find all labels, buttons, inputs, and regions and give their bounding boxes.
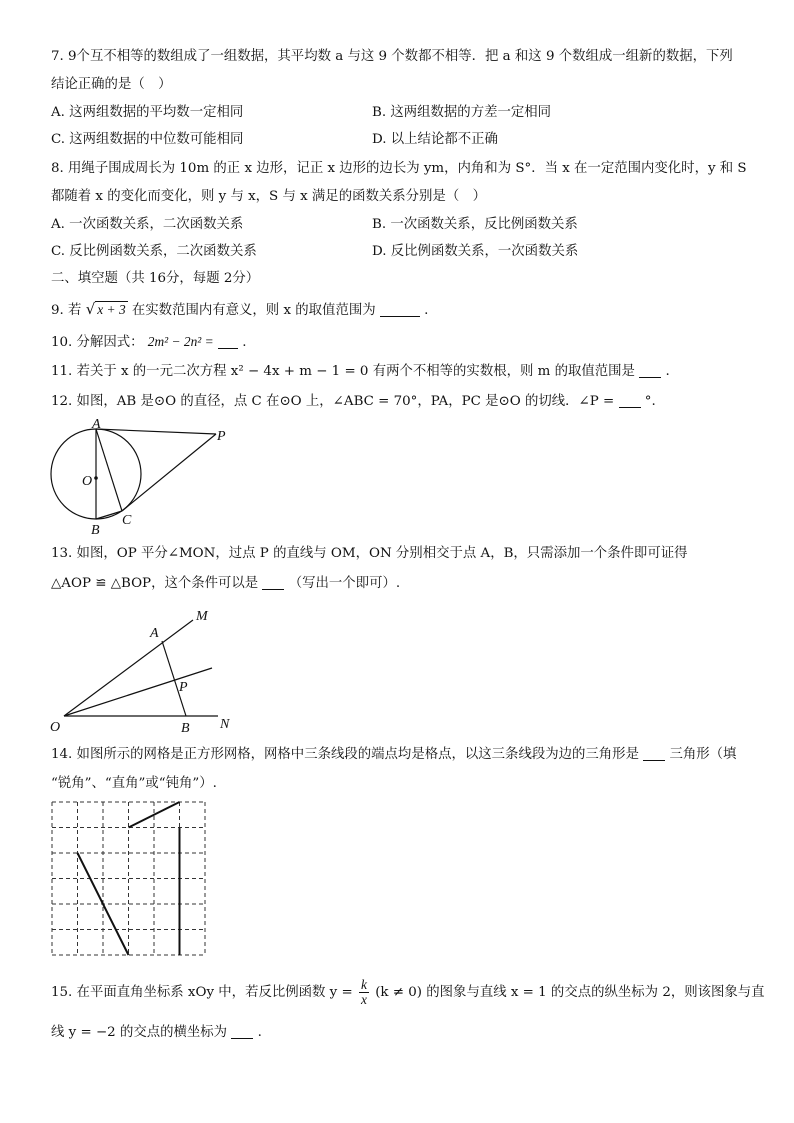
q10-expression: 2m² − 2n² = bbox=[147, 334, 214, 349]
q14-text: 14. 如图所示的网格是正方形网格，网格中三条线段的端点均是格点，以这三条线段为边的三角形是 bbox=[51, 747, 639, 762]
ray-op bbox=[64, 668, 212, 716]
q14-answer-blank[interactable] bbox=[643, 746, 665, 761]
label-o: O bbox=[82, 474, 93, 489]
q7-stem-line2: 结论正确的是（ ） bbox=[51, 77, 172, 92]
q15-answer-blank[interactable] bbox=[231, 1024, 253, 1039]
q8-option-b[interactable]: B. 一次函数关系，反比例函数关系 bbox=[372, 217, 578, 232]
q15-text-2: 线 y = −2 的交点的横坐标为 bbox=[51, 1025, 228, 1040]
tangent-pc bbox=[122, 434, 216, 511]
q9-text: 在实数范围内有意义，则 x 的取值范围为 bbox=[131, 303, 376, 318]
section-heading: 二、填空题（共 16分，每题 2分） bbox=[51, 271, 260, 286]
q7-stem-line1: 7. 9个互不相等的数组成了一组数据，其平均数 a 与这 9 个数都不相等．把 a 和这 9 个数组成一组新的数据，下列 bbox=[51, 49, 733, 64]
q9-prefix: 9. 若 bbox=[51, 303, 82, 318]
q8-stem-line2: 都随着 x 的变化而变化，则 y 与 x，S 与 x 满足的函数关系分别是（ ） bbox=[51, 189, 486, 204]
q14-grid-figure bbox=[50, 800, 210, 958]
q8-option-a[interactable]: A. 一次函数关系，二次函数关系 bbox=[51, 217, 244, 232]
q7-option-c[interactable]: C. 这两组数据的中位数可能相同 bbox=[51, 132, 244, 147]
label-o: O bbox=[50, 720, 61, 735]
label-p: P bbox=[179, 680, 188, 695]
q11 bbox=[51, 363, 670, 381]
q13-stem-line2 bbox=[51, 575, 400, 593]
q15-text: 15. 在平面直角坐标系 xOy 中，若反比例函数 y = bbox=[51, 985, 353, 1000]
q9-answer-blank[interactable] bbox=[380, 302, 420, 317]
q13-stem-line1: 13. 如图，OP 平分∠MON，过点 P 的直线与 OM，ON 分别相交于点 A，B，只需添加一个条件即可证得 bbox=[51, 546, 688, 561]
label-b: B bbox=[181, 721, 190, 736]
q12-answer-blank[interactable] bbox=[619, 393, 641, 408]
chord-bc bbox=[96, 511, 122, 519]
q9-radicand: x + 3 bbox=[97, 302, 126, 317]
label-n: N bbox=[220, 717, 230, 732]
q12 bbox=[51, 393, 656, 411]
label-a: A bbox=[150, 626, 159, 641]
q14-stem-line1 bbox=[51, 746, 736, 764]
q12-text: 12. 如图，AB 是⊙O 的直径，点 C 在⊙O 上，∠ABC = 70°，PA，PC 是⊙O 的切线．∠P = bbox=[51, 394, 615, 409]
q15-stem-line1 bbox=[51, 978, 765, 1008]
q13-answer-blank[interactable] bbox=[262, 575, 284, 590]
q10-answer-blank[interactable] bbox=[218, 334, 238, 349]
q15-end: . bbox=[257, 1025, 262, 1040]
q8-option-c[interactable]: C. 反比例函数关系，二次函数关系 bbox=[51, 244, 257, 259]
q9: 9. 若 √ x + 3 在实数范围内有意义，则 x 的取值范围为 . bbox=[51, 300, 429, 318]
q10-end: . bbox=[242, 335, 247, 350]
q15-text-mid: (k ≠ 0) 的图象与直线 x = 1 的交点的纵坐标为 2，则该图象与直 bbox=[375, 985, 765, 1000]
label-m: M bbox=[196, 609, 208, 624]
grid-lines bbox=[52, 802, 206, 955]
fraction-numerator: k bbox=[360, 977, 367, 992]
q14-stem-line2: “锐角”、“直角”或“钝角”）. bbox=[51, 776, 217, 791]
q7-option-a[interactable]: A. 这两组数据的平均数一定相同 bbox=[51, 105, 244, 120]
fraction-denominator: x bbox=[360, 992, 367, 1007]
q11-answer-blank[interactable] bbox=[639, 363, 661, 378]
center-point bbox=[94, 476, 98, 480]
q7-option-d[interactable]: D. 以上结论都不正确 bbox=[372, 132, 498, 147]
segment-ab bbox=[162, 641, 186, 716]
q8-stem-line1: 8. 用绳子围成周长为 10m 的正 x 边形，记正 x 边形的边长为 ym，内角和为 S°．当 x 在一定范围内变化时，y 和 S bbox=[51, 161, 747, 176]
label-c: C bbox=[122, 513, 132, 528]
q12-circle-figure bbox=[48, 418, 238, 538]
q11-text: 11. 若关于 x 的一元二次方程 x² − 4x + m − 1 = 0 有两个不相等的实数根，则 m 的取值范围是 bbox=[51, 364, 635, 379]
q10 bbox=[51, 333, 246, 352]
q7-option-b[interactable]: B. 这两组数据的方差一定相同 bbox=[372, 105, 552, 120]
label-p: P bbox=[217, 429, 226, 444]
q15-fraction bbox=[359, 978, 369, 1007]
q12-end: °. bbox=[644, 394, 656, 409]
label-a: A bbox=[92, 418, 101, 432]
label-b: B bbox=[91, 523, 100, 538]
q9-end: . bbox=[424, 303, 429, 318]
ray-om bbox=[64, 620, 193, 716]
q13-angle-figure bbox=[48, 604, 248, 736]
q14-text-end: 三角形（填 bbox=[669, 747, 737, 762]
q11-end: . bbox=[665, 364, 670, 379]
q13-text-end: （写出一个即可）. bbox=[288, 576, 401, 591]
chord-ac bbox=[96, 429, 122, 511]
q15-stem-line2 bbox=[51, 1024, 262, 1042]
q13-text: △AOP ≌ △BOP，这个条件可以是 bbox=[51, 576, 259, 591]
q10-prefix: 10. 分解因式： bbox=[51, 335, 144, 350]
q8-option-d[interactable]: D. 反比例函数关系，一次函数关系 bbox=[372, 244, 579, 259]
